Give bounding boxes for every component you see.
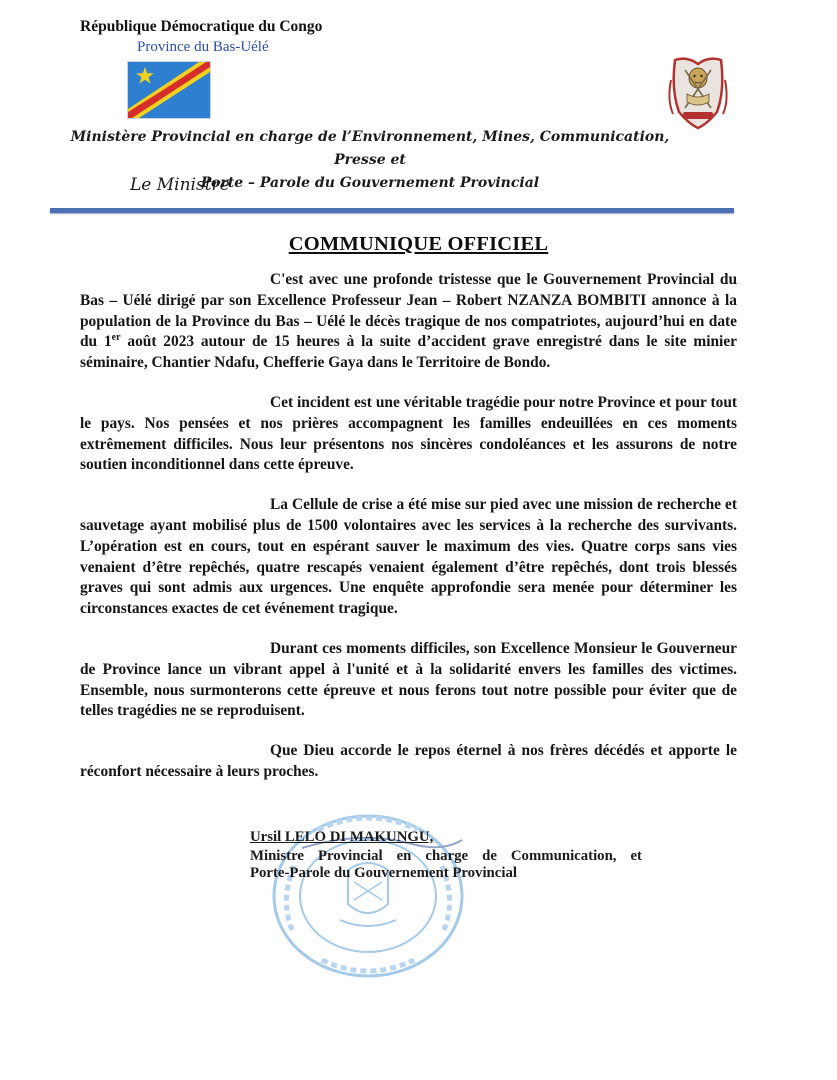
paragraph-4: Durant ces moments difficiles, son Excellence Monsieur le Gouverneur de Province lance un vibrant appel à l'unité et à la solidarité envers les familles des victimes. Ensemble, nous surmonterons cette épreuve et nous ferons tout notre possible pour éviter que de telles tragédies ne se reproduisent. [80,639,737,720]
province-name: Province du Bas-Uélé [137,39,269,55]
document-title: COMMUNIQUE OFFICIEL [288,233,549,255]
ordinal-suffix: er [111,332,121,344]
drc-coat-of-arms-icon [665,50,731,132]
communique-body [80,270,737,783]
paragraph-5: Que Dieu accorde le repos éternel à nos frères décédés et apporte le réconfort nécessaire à leurs proches. [80,742,737,780]
signatory-role-line-2: Porte-Parole du Gouvernement Provincial [250,865,517,881]
ministry-line-1: Ministère Provincial en charge de l’Environnement, Mines, Communication, Presse et [70,129,670,168]
paragraph-3: La Cellule de crise a été mise sur pied avec une mission de recherche et sauvetage ayant mobilisé plus de 1500 volontaires avec les services à la recherche des survivants. L’opération est en cours, tout en espérant sauver le maximum des vies. Quatre corps sans vies venaient d’être repêchés, quatre rescapés venaient également d’être repêchés, dont trois blessés graves qui sont admis aux urgences. Une enquête approfondie sera menée pour déterminer les circonstances exactes de cet événement tragique. [80,496,737,618]
paragraph-2: Cet incident est une véritable tragédie pour notre Province et pour tout le pays. Nos pensées et nos prières accompagnent les familles endeuillées en ces moments extrêmement difficiles. Nous leur présentons nos sincères condoléances et les assurons de notre soutien inconditionnel dans cette épreuve. [80,393,737,474]
official-stamp-icon [262,800,474,986]
paragraph-1-part-a: C'est avec une profonde tristesse que le Gouvernement Provincial du Bas – Uélé dirigé par son Excellence Professeur Jean – Robert NZANZA BOMBITI annonce à la population de la Province du Bas – Uélé le décès tragique de nos compatriotes, aujourd’hui en date du 1 [80,271,737,351]
paragraph-1 [80,270,737,374]
country-name: République Démocratique du Congo [80,18,323,35]
signatory-name: Ursil LELO DI MAKUNGU, [250,829,434,845]
signatory-role-line-1: Ministre Provincial en charge de Communication, et [250,848,642,864]
drc-flag-icon [127,61,211,119]
ministry-line-2: Porte – Parole du Gouvernement Provincial [200,175,540,191]
paragraph-1-part-b: août 2023 autour de 15 heures à la suite d’accident grave enregistré dans le site minier séminaire, Chantier Ndafu, Chefferie Gaya dans le Territoire de Bondo. [80,333,737,372]
le-ministre-label: Le Ministre [130,175,230,195]
header-divider [50,208,734,213]
